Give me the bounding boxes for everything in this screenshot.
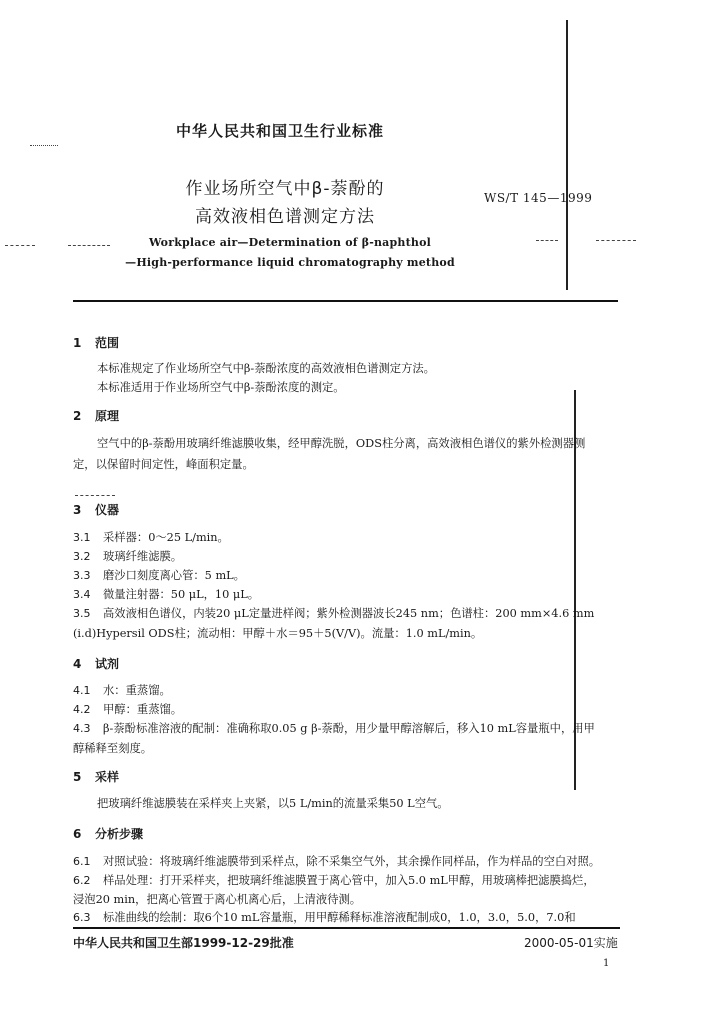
document-title-en-line1: Workplace air—Determination of β-naphthol (149, 236, 431, 249)
scan-dash-mid (75, 495, 115, 497)
section-1-heading (73, 334, 119, 351)
section-3-item (73, 585, 259, 604)
section-number: 3 (73, 503, 82, 517)
standard-number: WS/T 145—1999 (484, 191, 593, 205)
section-2-paragraph-line2: 定，以保留时间定性，峰面积定量。 (73, 458, 254, 471)
section-3-heading (73, 501, 119, 518)
item-text: β-萘酚标准溶液的配制：准确称取0.05 g β-萘酚，用少量甲醇溶解后，移入10 mL容量瓶中，用甲 (103, 722, 595, 735)
section-5-heading (73, 768, 119, 785)
item-number: 6.2 (73, 874, 91, 887)
item-number: 3.2 (73, 550, 91, 563)
scan-dash-top (30, 145, 58, 147)
header-rule (73, 300, 618, 302)
section-number: 5 (73, 770, 82, 784)
document-title-cn-line2: 高效液相色谱测定方法 (195, 207, 375, 227)
item-number: 4.3 (73, 722, 91, 735)
section-number: 1 (73, 336, 82, 350)
section-3-item (73, 528, 229, 547)
section-6-item (73, 908, 576, 927)
section-3-item (73, 566, 245, 585)
section-3-item (73, 547, 182, 566)
document-title-en-line2: —High-performance liquid chromatography method (125, 256, 455, 269)
section-3-item-continuation: (i.d)Hypersil ODS柱；流动相：甲醇＋水＝95＋5(V/V)。流量：1.0 mL/min。 (73, 627, 483, 640)
item-text: 水：重蒸馏。 (103, 684, 171, 697)
implementation-date: 2000-05-01实施 (524, 936, 618, 950)
section-title: 采样 (95, 770, 120, 784)
section-5-paragraph: 把玻璃纤维滤膜装在采样夹上夹紧，以5 L/min的流量采集50 L空气。 (97, 797, 449, 810)
item-text: 微量注射器：50 μL，10 μL。 (103, 588, 259, 601)
section-4-item-continuation: 醇稀释至刻度。 (73, 742, 153, 755)
item-text: 标准曲线的绘制：取6个10 mL容量瓶，用甲醇稀释标准溶液配制成0，1.0，3.0，5.0，7.0和 (103, 911, 576, 924)
section-number: 2 (73, 409, 82, 423)
section-number: 4 (73, 657, 82, 671)
item-number: 4.1 (73, 684, 91, 697)
item-number: 3.1 (73, 531, 91, 544)
organization-heading: 中华人民共和国卫生行业标准 (175, 122, 384, 140)
section-title: 范围 (95, 336, 120, 350)
section-title: 分析步骤 (95, 827, 144, 841)
section-6-item (73, 852, 600, 871)
section-6-item-continuation: 浸泡20 min，把离心管置于离心机离心后，上清液待测。 (73, 893, 362, 906)
item-number: 6.1 (73, 855, 91, 868)
section-4-heading (73, 655, 119, 672)
section-1-paragraph-2: 本标准适用于作业场所空气中β-萘酚浓度的测定。 (97, 381, 345, 394)
approval-date: 中华人民共和国卫生部1999-12-29批准 (73, 936, 294, 950)
section-4-item (73, 681, 171, 700)
scan-dash-left (5, 245, 35, 247)
section-2-heading (73, 407, 119, 424)
section-4-item (73, 719, 595, 738)
footer-rule (73, 927, 620, 929)
item-number: 6.3 (73, 911, 91, 924)
item-text: 玻璃纤维滤膜。 (103, 550, 183, 563)
item-text: 对照试验：将玻璃纤维滤膜带到采样点，除不采集空气外，其余操作同样品，作为样品的空白对照。 (103, 855, 601, 868)
scan-line-right (566, 20, 568, 290)
section-1-paragraph-1: 本标准规定了作业场所空气中β-萘酚浓度的高效液相色谱测定方法。 (97, 362, 435, 375)
item-text: 高效液相色谱仪，内装20 μL定量进样阀；紫外检测器波长245 nm；色谱柱：200 mm×4.6 mm (103, 607, 595, 620)
section-6-item (73, 871, 595, 890)
document-title-cn-line1: 作业场所空气中β-萘酚的 (185, 179, 385, 199)
item-text: 磨沙口刻度离心管：5 mL。 (103, 569, 245, 582)
item-number: 3.3 (73, 569, 91, 582)
page-number: 1 (603, 958, 610, 969)
section-title: 仪器 (95, 503, 120, 517)
section-number: 6 (73, 827, 82, 841)
section-4-item (73, 700, 182, 719)
scan-dash-right (536, 240, 558, 242)
item-text: 甲醇：重蒸馏。 (103, 703, 183, 716)
section-6-heading (73, 825, 143, 842)
section-title: 原理 (95, 409, 120, 423)
section-3-item (73, 604, 594, 623)
section-title: 试剂 (95, 657, 120, 671)
item-number: 3.5 (73, 607, 91, 620)
item-text: 采样器：0～25 L/min。 (103, 531, 229, 544)
item-number: 3.4 (73, 588, 91, 601)
scan-dash-right-2 (596, 240, 636, 242)
section-2-paragraph-line1: 空气中的β-萘酚用玻璃纤维滤膜收集，经甲醇洗脱，ODS柱分离，高效液相色谱仪的紫外检测器测 (97, 437, 586, 450)
item-number: 4.2 (73, 703, 91, 716)
item-text: 样品处理：打开采样夹，把玻璃纤维滤膜置于离心管中，加入5.0 mL甲醇，用玻璃棒把滤膜捣烂， (103, 874, 595, 887)
